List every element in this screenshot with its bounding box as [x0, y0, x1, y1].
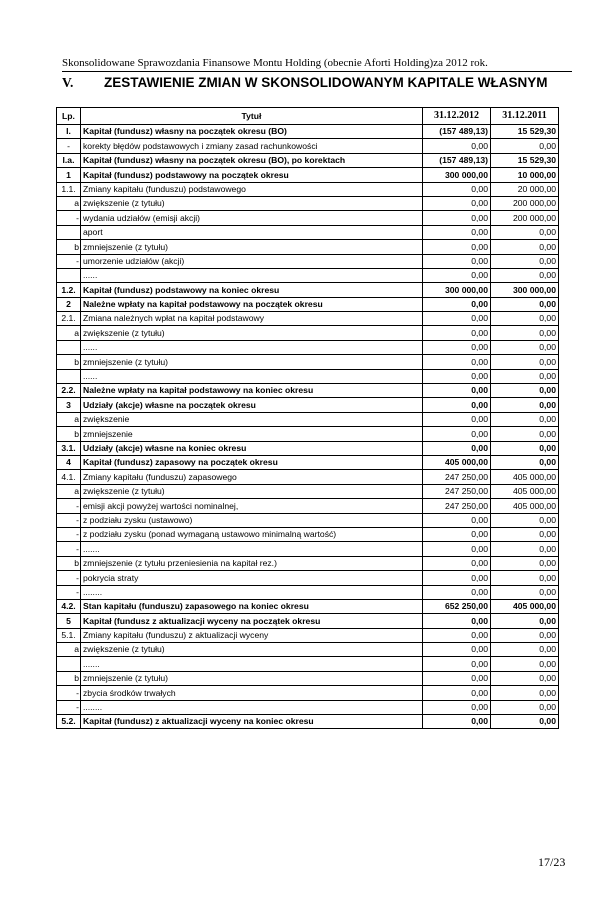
table-row: [57, 283, 559, 297]
row-value-2011: 0,00: [491, 527, 559, 541]
row-value-2012: 0,00: [423, 182, 491, 196]
header-divider: [62, 71, 572, 72]
table-row: [57, 628, 559, 642]
row-lp: b: [57, 427, 81, 441]
table-row: [57, 427, 559, 441]
row-lp: 3: [57, 398, 81, 412]
table-row: [57, 571, 559, 585]
row-value-2011: 0,00: [491, 614, 559, 628]
row-value-2011: 0,00: [491, 671, 559, 685]
row-lp: [57, 268, 81, 282]
table-row: [57, 153, 559, 167]
row-title: Zmiana należnych wpłat na kapitał podstawowy: [81, 312, 423, 326]
table-row: [57, 441, 559, 455]
row-value-2012: 0,00: [423, 211, 491, 225]
row-value-2011: 0,00: [491, 542, 559, 556]
row-value-2012: 0,00: [423, 542, 491, 556]
row-title: Kapitał (fundusz) podstawowy na początek okresu: [81, 168, 423, 182]
row-value-2012: 247 250,00: [423, 470, 491, 484]
row-value-2011: 15 529,30: [491, 153, 559, 167]
row-lp: -: [57, 211, 81, 225]
row-title: umorzenie udziałów (akcji): [81, 254, 423, 268]
table-row: [57, 225, 559, 239]
table-row: [57, 470, 559, 484]
row-title: Należne wpłaty na kapitał podstawowy na koniec okresu: [81, 384, 423, 398]
row-title: zmniejszenie (z tytułu przeniesienia na kapitał rez.): [81, 556, 423, 570]
column-header-2011: 31.12.2011: [491, 108, 559, 125]
table-row: [57, 513, 559, 527]
row-lp: a: [57, 412, 81, 426]
row-value-2012: 0,00: [423, 513, 491, 527]
row-value-2012: 0,00: [423, 556, 491, 570]
row-value-2012: 247 250,00: [423, 484, 491, 498]
row-value-2011: 0,00: [491, 139, 559, 153]
row-title: zbycia środków trwałych: [81, 686, 423, 700]
row-value-2012: (157 489,13): [423, 153, 491, 167]
row-value-2012: (157 489,13): [423, 125, 491, 139]
row-lp: [57, 369, 81, 383]
row-lp: 5.1.: [57, 628, 81, 642]
row-lp: 4: [57, 455, 81, 469]
row-lp: -: [57, 585, 81, 599]
table-row: [57, 139, 559, 153]
section-number: V.: [62, 75, 74, 90]
row-value-2011: 405 000,00: [491, 484, 559, 498]
row-value-2011: 0,00: [491, 369, 559, 383]
row-value-2012: 0,00: [423, 643, 491, 657]
row-lp: a: [57, 643, 81, 657]
row-title: aport: [81, 225, 423, 239]
row-value-2012: 0,00: [423, 384, 491, 398]
row-value-2011: 0,00: [491, 686, 559, 700]
row-lp: -: [57, 527, 81, 541]
row-lp: -: [57, 139, 81, 153]
row-value-2012: 0,00: [423, 312, 491, 326]
row-lp: 4.2.: [57, 599, 81, 613]
row-value-2012: 0,00: [423, 715, 491, 729]
row-title: Stan kapitału (funduszu) zapasowego na koniec okresu: [81, 599, 423, 613]
row-title: zwiększenie: [81, 412, 423, 426]
row-value-2012: 0,00: [423, 340, 491, 354]
row-value-2012: 0,00: [423, 196, 491, 210]
row-value-2012: 0,00: [423, 700, 491, 714]
row-lp: I.: [57, 125, 81, 139]
row-value-2011: 405 000,00: [491, 470, 559, 484]
row-value-2012: 405 000,00: [423, 455, 491, 469]
row-title: zmniejszenie (z tytułu): [81, 355, 423, 369]
table-row: [57, 384, 559, 398]
row-lp: [57, 657, 81, 671]
table-row: [57, 268, 559, 282]
row-value-2012: 0,00: [423, 355, 491, 369]
row-title: Zmiany kapitału (funduszu) z aktualizacji wyceny: [81, 628, 423, 642]
row-value-2011: 0,00: [491, 455, 559, 469]
table-row: [57, 312, 559, 326]
row-value-2011: 0,00: [491, 355, 559, 369]
table-row: [57, 657, 559, 671]
row-value-2011: 200 000,00: [491, 211, 559, 225]
table-row: [57, 340, 559, 354]
row-value-2011: 405 000,00: [491, 499, 559, 513]
row-value-2012: 0,00: [423, 240, 491, 254]
table-row: [57, 369, 559, 383]
table-row: [57, 484, 559, 498]
row-value-2012: 0,00: [423, 369, 491, 383]
row-value-2012: 0,00: [423, 441, 491, 455]
row-value-2011: 10 000,00: [491, 168, 559, 182]
row-value-2012: 0,00: [423, 412, 491, 426]
row-title: Kapitał (fundusz) podstawowy na koniec okresu: [81, 283, 423, 297]
table-row: [57, 355, 559, 369]
row-title: Zmiany kapitału (funduszu) podstawowego: [81, 182, 423, 196]
row-lp: -: [57, 542, 81, 556]
row-value-2012: 0,00: [423, 614, 491, 628]
row-title: Kapitał (fundusz) własny na początek okresu (BO), po korektach: [81, 153, 423, 167]
section-title-text: ZESTAWIENIE ZMIAN W SKONSOLIDOWANYM KAPITALE WŁASNYM: [104, 75, 548, 90]
row-lp: -: [57, 686, 81, 700]
row-lp: -: [57, 499, 81, 513]
section-title: [62, 75, 572, 91]
row-value-2011: 20 000,00: [491, 182, 559, 196]
table-row: [57, 686, 559, 700]
row-title: Kapitał (fundusz) własny na początek okresu (BO): [81, 125, 423, 139]
row-title: emisji akcji powyżej wartości nominalnej,: [81, 499, 423, 513]
row-title: Należne wpłaty na kapitał podstawowy na początek okresu: [81, 297, 423, 311]
row-value-2012: 0,00: [423, 225, 491, 239]
row-lp: -: [57, 571, 81, 585]
row-value-2012: 652 250,00: [423, 599, 491, 613]
row-lp: 5.2.: [57, 715, 81, 729]
row-title: ........: [81, 700, 423, 714]
row-value-2012: 0,00: [423, 398, 491, 412]
row-lp: 1.2.: [57, 283, 81, 297]
table-row: [57, 643, 559, 657]
row-value-2012: 0,00: [423, 297, 491, 311]
row-value-2011: 0,00: [491, 340, 559, 354]
row-title: Zmiany kapitału (funduszu) zapasowego: [81, 470, 423, 484]
table-row: [57, 254, 559, 268]
row-value-2012: 0,00: [423, 657, 491, 671]
table-row: [57, 326, 559, 340]
table-row: [57, 499, 559, 513]
row-title: ......: [81, 268, 423, 282]
document-header: Skonsolidowane Sprawozdania Finansowe Montu Holding (obecnie Aforti Holding)za 2012 rok.: [62, 57, 488, 69]
row-value-2012: 0,00: [423, 527, 491, 541]
row-lp: -: [57, 700, 81, 714]
row-lp: a: [57, 196, 81, 210]
row-title: zmniejszenie: [81, 427, 423, 441]
table-row: [57, 715, 559, 729]
row-title: zmniejszenie (z tytułu): [81, 671, 423, 685]
row-lp: b: [57, 240, 81, 254]
table-row: [57, 168, 559, 182]
row-lp: 1.1.: [57, 182, 81, 196]
row-value-2011: 200 000,00: [491, 196, 559, 210]
row-value-2012: 0,00: [423, 686, 491, 700]
row-title: wydania udziałów (emisji akcji): [81, 211, 423, 225]
row-title: Kapitał (fundusz) z aktualizacji wyceny na koniec okresu: [81, 715, 423, 729]
row-value-2011: 405 000,00: [491, 599, 559, 613]
row-title: pokrycia straty: [81, 571, 423, 585]
row-value-2012: 0,00: [423, 139, 491, 153]
column-header-2012: 31.12.2012: [423, 108, 491, 125]
page-number: 17/23: [538, 855, 566, 869]
row-value-2011: 0,00: [491, 225, 559, 239]
row-lp: 2: [57, 297, 81, 311]
row-value-2012: 247 250,00: [423, 499, 491, 513]
row-value-2011: 0,00: [491, 628, 559, 642]
row-title: z podziału zysku (ustawowo): [81, 513, 423, 527]
row-title: Udziały (akcje) własne na koniec okresu: [81, 441, 423, 455]
row-title: ........: [81, 585, 423, 599]
row-value-2011: 300 000,00: [491, 283, 559, 297]
row-value-2011: 0,00: [491, 700, 559, 714]
row-lp: a: [57, 326, 81, 340]
table-row: [57, 398, 559, 412]
row-title: korekty błędów podstawowych i zmiany zasad rachunkowości: [81, 139, 423, 153]
table-row: [57, 240, 559, 254]
equity-changes-table: [56, 107, 559, 729]
row-title: ......: [81, 369, 423, 383]
row-lp: 3.1.: [57, 441, 81, 455]
table-row: [57, 614, 559, 628]
row-title: .......: [81, 657, 423, 671]
row-value-2011: 0,00: [491, 398, 559, 412]
row-lp: 5: [57, 614, 81, 628]
row-title: zwiększenie (z tytułu): [81, 484, 423, 498]
table-body: [57, 125, 559, 729]
row-lp: 4.1.: [57, 470, 81, 484]
table-row: [57, 527, 559, 541]
row-lp: [57, 340, 81, 354]
row-value-2011: 0,00: [491, 326, 559, 340]
row-lp: 2.2.: [57, 384, 81, 398]
row-title: zwiększenie (z tytułu): [81, 643, 423, 657]
row-value-2012: 0,00: [423, 628, 491, 642]
row-value-2011: 0,00: [491, 513, 559, 527]
row-title: Kapitał (fundusz z aktualizacji wyceny na początek okresu: [81, 614, 423, 628]
row-value-2011: 0,00: [491, 556, 559, 570]
row-value-2011: 0,00: [491, 297, 559, 311]
row-value-2011: 0,00: [491, 643, 559, 657]
row-lp: a: [57, 484, 81, 498]
row-value-2012: 0,00: [423, 671, 491, 685]
row-value-2011: 0,00: [491, 412, 559, 426]
table-row: [57, 297, 559, 311]
column-header-title: Tytuł: [81, 108, 423, 125]
table-row: [57, 585, 559, 599]
table-header-row: [57, 108, 559, 125]
row-value-2012: 0,00: [423, 427, 491, 441]
row-value-2011: 0,00: [491, 268, 559, 282]
row-lp: b: [57, 355, 81, 369]
row-value-2011: 0,00: [491, 585, 559, 599]
column-header-lp: Lp.: [57, 108, 81, 125]
row-title: z podziału zysku (ponad wymaganą ustawowo minimalną wartość): [81, 527, 423, 541]
table-row: [57, 125, 559, 139]
row-value-2012: 0,00: [423, 268, 491, 282]
row-lp: -: [57, 254, 81, 268]
table-row: [57, 599, 559, 613]
row-value-2011: 0,00: [491, 427, 559, 441]
row-value-2011: 0,00: [491, 384, 559, 398]
row-value-2011: 0,00: [491, 441, 559, 455]
row-value-2012: 0,00: [423, 326, 491, 340]
table-row: [57, 455, 559, 469]
row-value-2011: 0,00: [491, 715, 559, 729]
row-lp: b: [57, 671, 81, 685]
row-value-2012: 0,00: [423, 571, 491, 585]
table-row: [57, 556, 559, 570]
row-value-2012: 300 000,00: [423, 168, 491, 182]
row-value-2011: 0,00: [491, 254, 559, 268]
row-lp: -: [57, 513, 81, 527]
row-title: zwiększenie (z tytułu): [81, 196, 423, 210]
row-value-2011: 0,00: [491, 571, 559, 585]
table-row: [57, 700, 559, 714]
row-value-2012: 0,00: [423, 585, 491, 599]
row-title: zmniejszenie (z tytułu): [81, 240, 423, 254]
row-title: Kapitał (fundusz) zapasowy na początek okresu: [81, 455, 423, 469]
row-title: zwiększenie (z tytułu): [81, 326, 423, 340]
row-lp: [57, 225, 81, 239]
row-lp: I.a.: [57, 153, 81, 167]
row-value-2011: 0,00: [491, 312, 559, 326]
row-value-2012: 0,00: [423, 254, 491, 268]
table-row: [57, 671, 559, 685]
row-title: ......: [81, 340, 423, 354]
row-value-2011: 0,00: [491, 240, 559, 254]
row-lp: 1: [57, 168, 81, 182]
row-title: .......: [81, 542, 423, 556]
table-row: [57, 542, 559, 556]
row-value-2011: 15 529,30: [491, 125, 559, 139]
table-row: [57, 412, 559, 426]
row-title: Udziały (akcje) własne na początek okresu: [81, 398, 423, 412]
row-lp: b: [57, 556, 81, 570]
table-row: [57, 211, 559, 225]
row-value-2012: 300 000,00: [423, 283, 491, 297]
table-row: [57, 182, 559, 196]
row-lp: 2.1.: [57, 312, 81, 326]
row-value-2011: 0,00: [491, 657, 559, 671]
table-row: [57, 196, 559, 210]
